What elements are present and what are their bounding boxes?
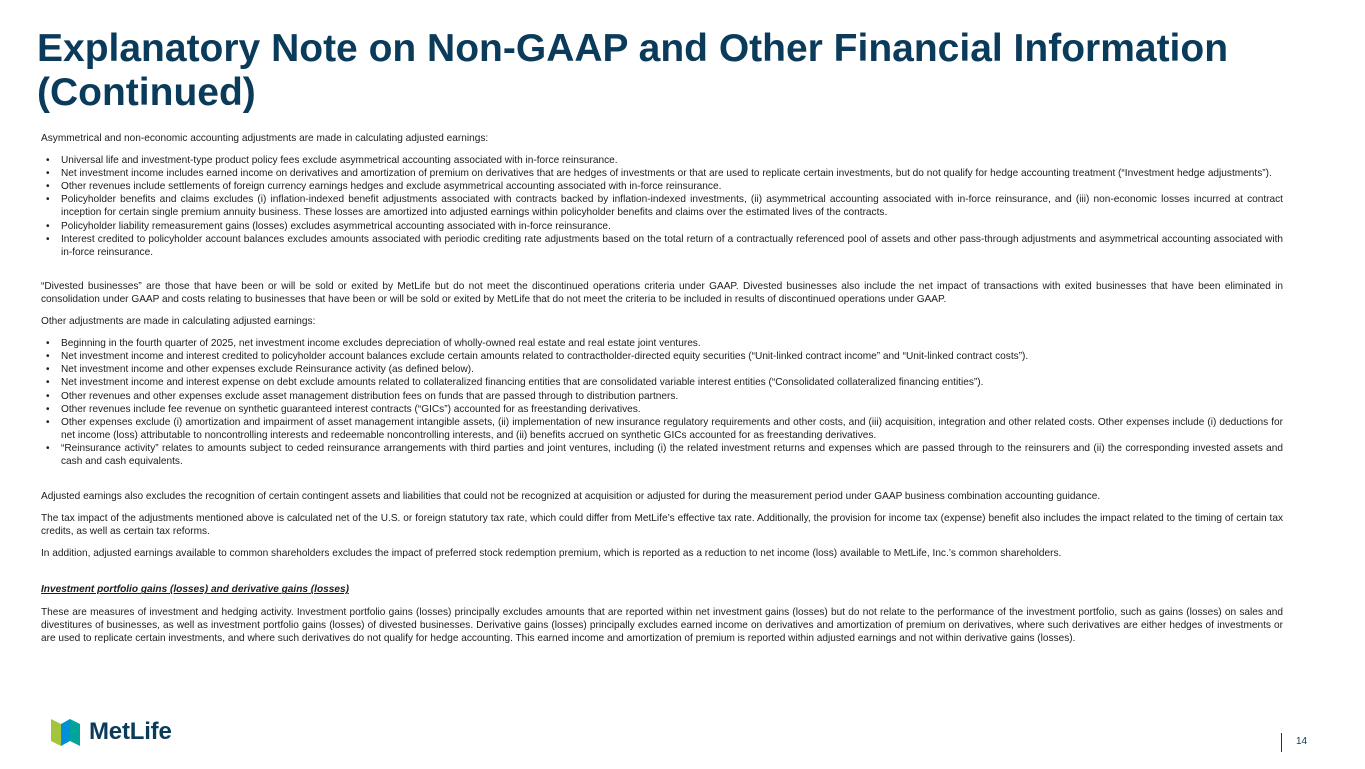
list-item: • Other expenses exclude (i) amortization and impairment of asset management intangible assets, (ii) implementation of new insurance regulatory requirements and other costs, and (iii) acquisition, integration and other related costs. Other expenses include (i) deductions for net income (loss) attributable to noncontrolling interests and redeemable noncontrolling interests, and (ii) benefits accrued on synthetic GICs accounted for as freestanding derivatives. (41, 416, 1283, 442)
asymmetrical-adjustments-list (41, 154, 1283, 259)
list-item: • Other revenues include fee revenue on synthetic guaranteed interest contracts (“GICs”) accounted for as freestanding derivatives. (41, 403, 1283, 416)
investment-gains-paragraph: These are measures of investment and hedging activity. Investment portfolio gains (losses) principally excludes amounts that are reported within net investment gains (losses) but do not relate to the performance of the investment portfolio, such as gains (losses) on sales and divestitures of businesses, as well as investment portfolio gains (losses) of divested businesses. Derivative gains (losses) principally excludes earned income on derivatives and amortization of premium on derivatives, where such derivatives are either hedges of investments or are used to replicate certain investments, and where such derivatives do not qualify for hedge accounting. This earned income and amortization of premium is reported within adjusted earnings and not within derivative gains (losses). (41, 606, 1283, 644)
metlife-leaf-icon (51, 719, 80, 746)
logo-wordmark: MetLife (89, 718, 172, 745)
contingent-assets-paragraph: Adjusted earnings also excludes the recognition of certain contingent assets and liabilities that could not be recognized at acquisition or adjusted for during the measurement period under GAAP business combination accounting guidance. (41, 491, 1101, 503)
metlife-logo (51, 718, 172, 746)
investment-gains-heading: Investment portfolio gains (losses) and derivative gains (losses) (41, 584, 349, 596)
list-item: • Interest credited to policyholder account balances excludes amounts associated with periodic crediting rate adjustments based on the total return of a contractually referenced pool of assets and other pass-through adjustments and asymmetrical accounting associated with in-force reinsurance. (41, 233, 1283, 259)
tax-impact-paragraph: The tax impact of the adjustments mentioned above is calculated net of the U.S. or foreign statutory tax rate, which could differ from MetLife’s effective tax rate. Additionally, the provision for income tax (expense) benefit also includes the impact related to the timing of certain tax credits, as well as certain tax reforms. (41, 513, 1283, 538)
page-title: Explanatory Note on Non-GAAP and Other Financial Information (Continued) (37, 27, 1229, 114)
other-adjustments-list (41, 337, 1283, 468)
list-item: • Net investment income and interest expense on debt exclude amounts related to collateralized financing entities that are consolidated variable interest entities (“Consolidated collateralized financing entities”). (41, 376, 1283, 389)
asymmetrical-intro: Asymmetrical and non-economic accounting adjustments are made in calculating adjusted earnings: (41, 133, 489, 144)
list-item: • Net investment income and interest credited to policyholder account balances exclude certain amounts related to contractholder-directed equity securities (“Unit-linked contract income” and “Unit-linked contract costs”). (41, 350, 1283, 363)
list-item: • Net investment income includes earned income on derivatives and amortization of premium on derivatives that are hedges of investments or that are used to replicate certain investments, but do not qualify for hedge accounting treatment (“Investment hedge adjustments”). (41, 167, 1283, 180)
footer-divider (1281, 733, 1282, 752)
list-item: • Universal life and investment-type product policy fees exclude asymmetrical accounting associated with in-force reinsurance. (41, 154, 1283, 167)
list-item: • Policyholder benefits and claims excludes (i) inflation-indexed benefit adjustments associated with contracts backed by inflation-indexed investments, (ii) asymmetrical accounting associated with in-force reinsurance, and (iii) non-economic losses incurred at contract inception for certain single premium annuity business. These losses are amortized into adjusted earnings within policyholder benefits and claims over the estimated lives of the contracts. (41, 193, 1283, 219)
content-body (41, 132, 1283, 645)
list-item: • Beginning in the fourth quarter of 2025, net investment income excludes depreciation of wholly-owned real estate and real estate joint ventures. (41, 337, 1283, 350)
preferred-stock-paragraph: In addition, adjusted earnings available to common shareholders excludes the impact of preferred stock redemption premium, which is reported as a reduction to net income (loss) available to MetLife, Inc.’s common shareholders. (41, 548, 1062, 560)
divested-businesses-paragraph: “Divested businesses” are those that have been or will be sold or exited by MetLife but do not meet the discontinued operations criteria under GAAP. Divested businesses also include the net impact of transactions with exited businesses that have been eliminated in consolidation under GAAP and costs relating to businesses that have been or will be sold or exited by MetLife that do not meet the criteria to be included in results of discontinued operations under GAAP. (41, 280, 1283, 305)
list-item: • “Reinsurance activity” relates to amounts subject to ceded reinsurance arrangements with third parties and joint ventures, including (i) the related investment returns and expenses which are passed through to the reinsurers and (ii) the corresponding invested assets and cash and cash equivalents. (41, 442, 1283, 468)
list-item: • Policyholder liability remeasurement gains (losses) excludes asymmetrical accounting associated with in-force reinsurance. (41, 220, 1283, 233)
page-number: 14 (1296, 736, 1308, 747)
list-item: • Other revenues and other expenses exclude asset management distribution fees on funds that are passed through to distribution partners. (41, 390, 1283, 403)
list-item: • Other revenues include settlements of foreign currency earnings hedges and exclude asymmetrical accounting associated with in-force reinsurance. (41, 180, 1283, 193)
other-adjustments-intro: Other adjustments are made in calculating adjusted earnings: (41, 316, 316, 328)
list-item: • Net investment income and other expenses exclude Reinsurance activity (as defined below). (41, 363, 1283, 376)
